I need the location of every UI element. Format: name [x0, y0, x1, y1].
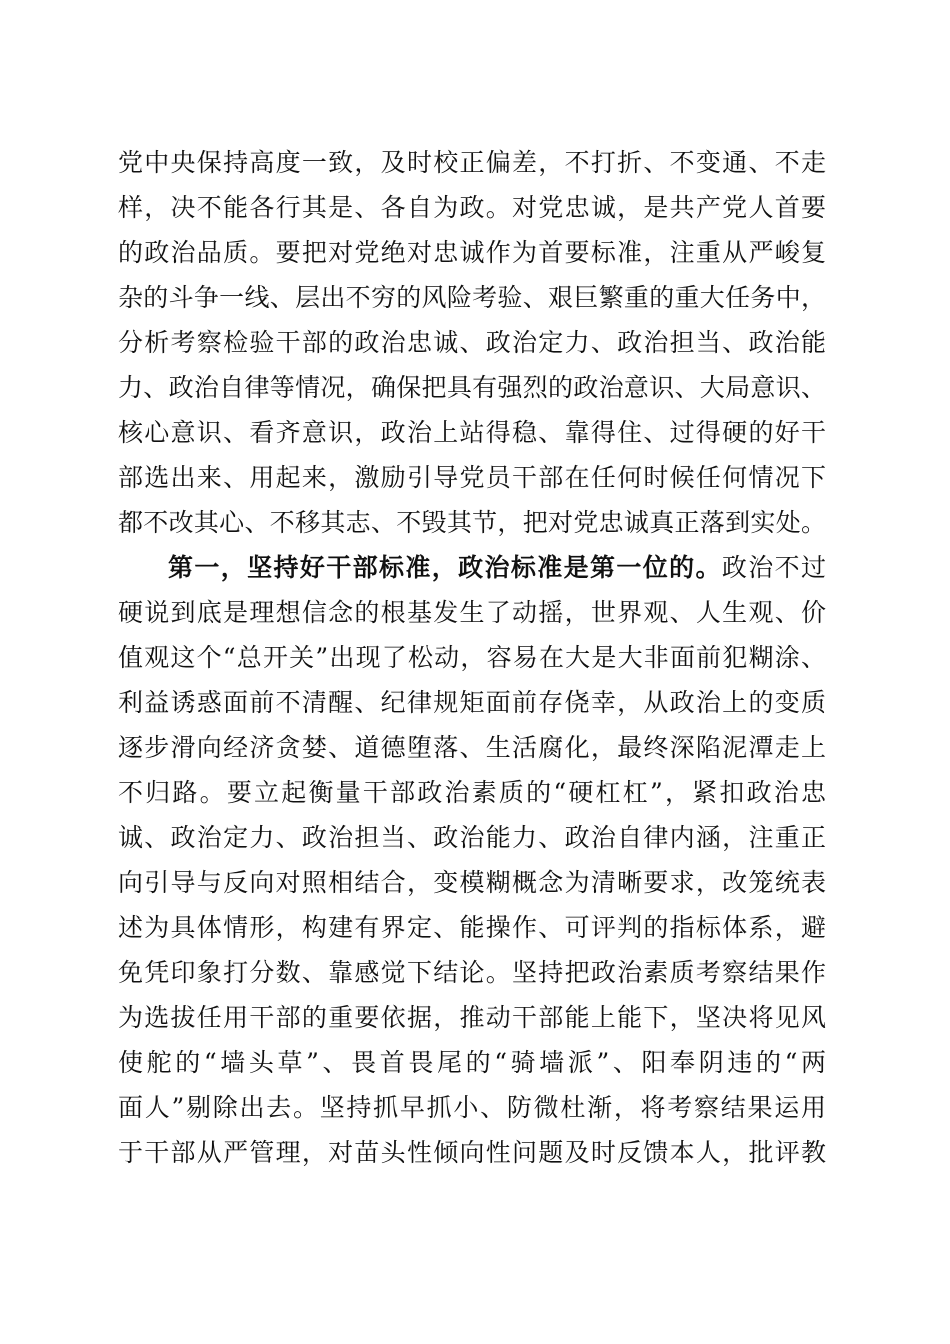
text-line: 值观这个“总开关”出现了松动，容易在大是大非面前犯糊涂、	[118, 643, 826, 672]
text-line: 免凭印象打分数、靠感觉下结论。坚持把政治素质考察结果作	[118, 958, 826, 987]
text-line: 样，决不能各行其是、各自为政。对党忠诚，是共产党人首要	[118, 193, 826, 222]
text-line: 不归路。要立起衡量干部政治素质的“硬杠杠”，紧扣政治忠	[118, 778, 826, 807]
text-line: 逐步滑向经济贪婪、道德堕落、生活腐化，最终深陷泥潭走上	[118, 733, 826, 762]
text-line: 使舵的“墙头草”、畏首畏尾的“骑墙派”、阳奉阴违的“两	[118, 1048, 826, 1077]
text-line: 为选拔任用干部的重要依据，推动干部能上能下，坚决将见风	[118, 1003, 826, 1032]
text-line: 向引导与反向对照相结合，变模糊概念为清晰要求，改笼统表	[118, 868, 826, 897]
text-line: 部选出来、用起来，激励引导党员干部在任何时候任何情况下	[118, 463, 826, 492]
paragraph-lead-text: 政治不过	[721, 553, 826, 582]
text-line: 党中央保持高度一致，及时校正偏差，不打折、不变通、不走	[118, 148, 826, 177]
text-line: 面人”剔除出去。坚持抓早抓小、防微杜渐，将考察结果运用	[118, 1093, 826, 1122]
text-line: 杂的斗争一线、层出不穷的风险考验、艰巨繁重的重大任务中，	[118, 283, 826, 312]
paragraph-heading: 第一，坚持好干部标准，政治标准是第一位的。	[168, 553, 722, 582]
text-line: 分析考察检验干部的政治忠诚、政治定力、政治担当、政治能	[118, 328, 826, 357]
paragraph-first-line	[168, 553, 826, 583]
text-line: 利益诱惑面前不清醒、纪律规矩面前存侥幸，从政治上的变质	[118, 688, 826, 717]
text-line: 诚、政治定力、政治担当、政治能力、政治自律内涵，注重正	[118, 823, 826, 852]
text-line: 硬说到底是理想信念的根基发生了动摇，世界观、人生观、价	[118, 598, 826, 627]
text-line: 核心意识、看齐意识，政治上站得稳、靠得住、过得硬的好干	[118, 418, 826, 447]
text-line: 于干部从严管理，对苗头性倾向性问题及时反馈本人，批评教	[118, 1138, 826, 1167]
text-line: 的政治品质。要把对党绝对忠诚作为首要标准，注重从严峻复	[118, 238, 826, 267]
text-line: 都不改其心、不移其志、不毁其节，把对党忠诚真正落到实处。	[118, 508, 826, 537]
text-line: 力、政治自律等情况，确保把具有强烈的政治意识、大局意识、	[118, 373, 826, 402]
text-line: 述为具体情形，构建有界定、能操作、可评判的指标体系，避	[118, 913, 826, 942]
